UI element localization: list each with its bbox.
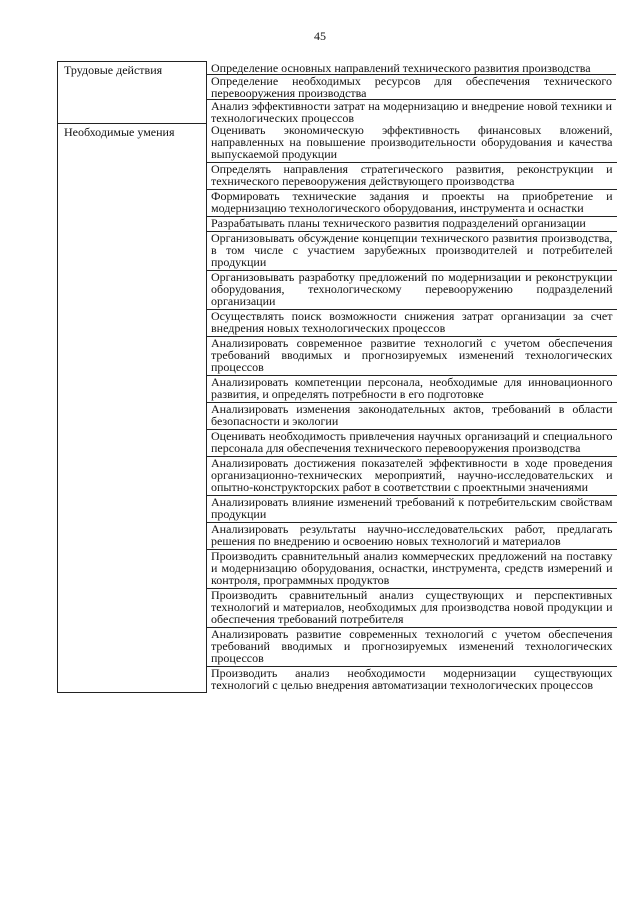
table-row-labor-actions [58,62,617,124]
labor-actions-list [207,62,616,124]
list-item: Определение необходимых ресурсов для обеспечения технического перевооружения производства [207,74,616,99]
required-skills-list [207,124,617,693]
row-items [207,62,617,124]
requirements-table [57,61,617,693]
list-item: Организовывать разработку предложений по модернизации и реконструкции оборудования, технологическому перевооружению подразделений организации [207,270,617,309]
list-item: Осуществлять поиск возможности снижения затрат организации за счет внедрения новых технологических процессов [207,309,617,336]
list-item: Анализировать достижения показателей эффективности в ходе проведения организационно-технических мероприятий, научно-исследовательских и опытно-конструкторских работ в соответствии с проектными значениями [207,456,617,495]
list-item: Анализировать изменения законодательных актов, требований в области безопасности и экологии [207,402,617,429]
list-item: Организовывать обсуждение концепции технического развития производства, в том числе с участием зарубежных производителей и потребителей продукции [207,231,617,270]
row-items [207,124,617,693]
page-number: 45 [314,29,326,43]
list-item: Производить анализ необходимости модернизации существующих технологий с целью внедрения автоматизации технологических процессов [207,666,617,693]
list-item: Анализировать влияние изменений требований к потребительским свойствам продукции [207,495,617,522]
row-label: Необходимые умения [58,124,207,693]
list-item: Производить сравнительный анализ существующих и перспективных технологий и материалов, необходимых для производства новой продукции и обеспечения требований потребителя [207,588,617,627]
row-label: Трудовые действия [58,62,207,124]
table-row-required-skills [58,124,617,693]
list-item: Разрабатывать планы технического развития подразделений организации [207,216,617,231]
list-item: Формировать технические задания и проекты на приобретение и модернизацию технологического оборудования, инструмента и оснастки [207,189,617,216]
list-item: Оценивать экономическую эффективность финансовых вложений, направленных на повышение производительности оборудования и качества выпускаемой продукции [211,122,613,161]
list-item: Определение основных направлений технического развития производства [211,60,591,75]
list-item: Анализировать компетенции персонала, необходимые для инновационного развития, и определять потребности в его подготовке [207,375,617,402]
list-item: Анализировать современное развитие технологий с учетом обеспечения требований вводимых и прогнозируемых изменений технологических процессов [207,336,617,375]
list-item: Определять направления стратегического развития, реконструкции и технического перевооружения действующего производства [207,162,617,189]
list-item: Производить сравнительный анализ коммерческих предложений на поставку и модернизацию оборудования, оснастки, инструмента, средств измерений и контроля, программных продуктов [207,549,617,588]
list-item: Анализировать результаты научно-исследовательских работ, предлагать решения по внедрению и освоению новых технологий и материалов [207,522,617,549]
list-item: Анализировать развитие современных технологий с учетом обеспечения требований вводимых и прогнозируемых изменений технологических процессов [207,627,617,666]
list-item: Анализ эффективности затрат на модернизацию и внедрение новой техники и технологических процессов [207,99,616,124]
list-item: Оценивать необходимость привлечения научных организаций и специального персонала для обеспечения технического перевооружения производства [207,429,617,456]
